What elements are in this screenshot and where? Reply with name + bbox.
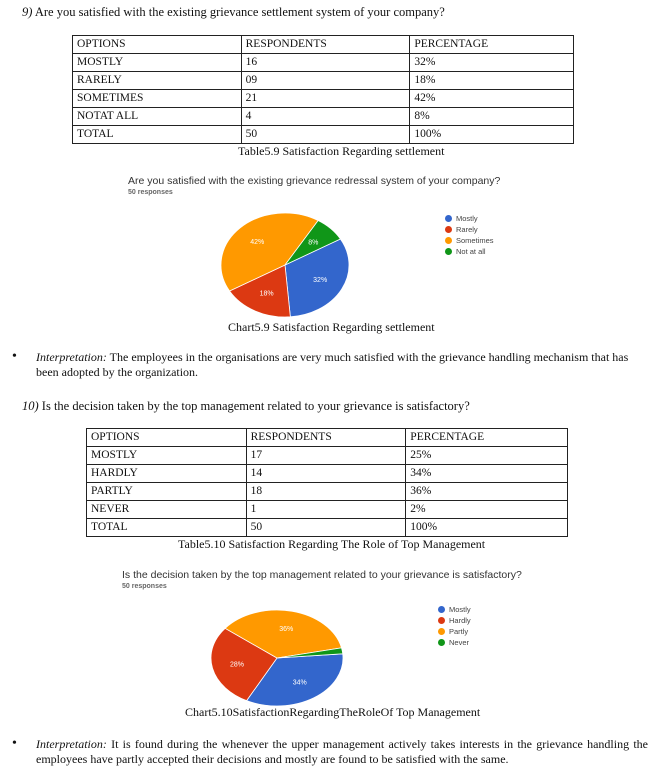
legend-label: Mostly xyxy=(449,605,471,614)
table-cell: 34% xyxy=(406,465,568,483)
legend-item xyxy=(445,235,494,246)
table-cell: 8% xyxy=(410,108,574,126)
table-row xyxy=(87,465,568,483)
table-cell: MOSTLY xyxy=(73,54,242,72)
table-cell: NEVER xyxy=(87,501,247,519)
table-header-cell: RESPONDENTS xyxy=(241,36,410,54)
table-cell: HARDLY xyxy=(87,465,247,483)
chart-title-5-9: Are you satisfied with the existing grievance redressal system of your company? xyxy=(128,175,501,187)
legend-swatch xyxy=(438,628,445,635)
table-row xyxy=(73,90,574,108)
table-header-row xyxy=(73,36,574,54)
legend-label: Mostly xyxy=(456,214,478,223)
table-cell: 16 xyxy=(241,54,410,72)
chart-caption-5-10: Chart5.10SatisfactionRegardingTheRoleOf Top Management xyxy=(185,705,481,719)
table-header-cell: PERCENTAGE xyxy=(410,36,574,54)
table-row xyxy=(87,501,568,519)
pie-chart-5-10 xyxy=(205,600,355,710)
table-cell: NOTAT ALL xyxy=(73,108,242,126)
legend-swatch xyxy=(445,237,452,244)
legend-label: Never xyxy=(449,638,470,647)
table-row xyxy=(87,519,568,537)
question-10 xyxy=(22,399,470,414)
table-cell: 50 xyxy=(246,519,406,537)
table-cell: 100% xyxy=(410,126,574,144)
legend-swatch xyxy=(438,617,445,624)
legend-item xyxy=(445,224,494,235)
question-text: Are you satisfied with the existing grievance settlement system of your company? xyxy=(34,5,445,19)
legend-label: Hardly xyxy=(449,616,471,625)
legend-swatch xyxy=(445,248,452,255)
table-cell: 36% xyxy=(406,483,568,501)
pie-data-label: 28% xyxy=(229,661,245,669)
table-header-cell: OPTIONS xyxy=(73,36,242,54)
table-row xyxy=(73,108,574,126)
interpretation-text: The employees in the organisations are very much satisfied with the grievance handling mechanism that has been adopted by the organization. xyxy=(36,350,629,379)
table-cell: SOMETIMES xyxy=(73,90,242,108)
interpretation-label: Interpretation: xyxy=(36,350,107,364)
table-cell: TOTAL xyxy=(73,126,242,144)
table-cell: PARTLY xyxy=(87,483,247,501)
table-caption-5-9: Table5.9 Satisfaction Regarding settlement xyxy=(238,144,445,158)
question-text: Is the decision taken by the top management related to your grievance is satisfactory? xyxy=(41,399,470,413)
table-5-10 xyxy=(86,428,568,537)
legend-item xyxy=(438,615,471,626)
interpretation-10 xyxy=(8,737,648,767)
chart-caption-5-9: Chart5.9 Satisfaction Regarding settlement xyxy=(228,320,435,334)
chart-responses-5-9: 50 responses xyxy=(128,189,173,196)
table-row xyxy=(87,447,568,465)
table-cell: 2% xyxy=(406,501,568,519)
table-row xyxy=(73,54,574,72)
interpretation-9 xyxy=(8,350,648,380)
table-row xyxy=(73,126,574,144)
table-header-cell: OPTIONS xyxy=(87,429,247,447)
legend-5-10 xyxy=(438,604,471,648)
legend-swatch xyxy=(445,215,452,222)
table-cell: 4 xyxy=(241,108,410,126)
pie-data-label: 42% xyxy=(250,238,265,246)
table-cell: 21 xyxy=(241,90,410,108)
table-cell: TOTAL xyxy=(87,519,247,537)
table-cell: 18 xyxy=(246,483,406,501)
table-row xyxy=(73,72,574,90)
table-cell: 25% xyxy=(406,447,568,465)
table-cell: 09 xyxy=(241,72,410,90)
legend-5-9 xyxy=(445,213,494,257)
table-header-cell: PERCENTAGE xyxy=(406,429,568,447)
table-header-cell: RESPONDENTS xyxy=(246,429,406,447)
legend-swatch xyxy=(445,226,452,233)
chart-title-5-10: Is the decision taken by the top management related to your grievance is satisfactory? xyxy=(122,569,522,581)
legend-label: Partly xyxy=(449,627,469,636)
pie-data-label: 18% xyxy=(259,290,274,298)
legend-swatch xyxy=(438,639,445,646)
table-cell: 50 xyxy=(241,126,410,144)
table-cell: 32% xyxy=(410,54,574,72)
pie-chart-5-9 xyxy=(210,205,360,325)
pie-data-label: 36% xyxy=(279,626,294,634)
table-cell: MOSTLY xyxy=(87,447,247,465)
table-cell: 42% xyxy=(410,90,574,108)
chart-responses-5-10: 50 responses xyxy=(122,583,167,590)
question-number: 9) xyxy=(22,5,33,19)
legend-item xyxy=(438,604,471,615)
legend-item xyxy=(445,213,494,224)
table-cell: 17 xyxy=(246,447,406,465)
legend-label: Not at all xyxy=(456,247,486,256)
table-cell: 14 xyxy=(246,465,406,483)
table-cell: RARELY xyxy=(73,72,242,90)
interpretation-text: It is found during the whenever the upper management actively takes interests in the grievance handling the employees have partly accepted their decisions and mostly are found to be satisfied with the same. xyxy=(36,737,648,766)
bullet-icon: • xyxy=(12,736,17,751)
legend-item xyxy=(438,637,471,648)
question-number: 10) xyxy=(22,399,39,413)
pie-data-label: 8% xyxy=(308,239,319,247)
legend-item xyxy=(438,626,471,637)
legend-label: Sometimes xyxy=(456,236,494,245)
table-header-row xyxy=(87,429,568,447)
table-caption-5-10: Table5.10 Satisfaction Regarding The Role of Top Management xyxy=(178,537,486,551)
table-cell: 100% xyxy=(406,519,568,537)
bullet-icon: • xyxy=(12,349,17,364)
table-row xyxy=(87,483,568,501)
pie-data-label: 34% xyxy=(292,679,307,687)
legend-item xyxy=(445,246,494,257)
legend-label: Rarely xyxy=(456,225,478,234)
question-9 xyxy=(22,5,445,20)
table-cell: 18% xyxy=(410,72,574,90)
pie-data-label: 32% xyxy=(313,276,328,284)
table-cell: 1 xyxy=(246,501,406,519)
interpretation-label: Interpretation: xyxy=(36,737,107,751)
table-5-9 xyxy=(72,35,574,144)
legend-swatch xyxy=(438,606,445,613)
